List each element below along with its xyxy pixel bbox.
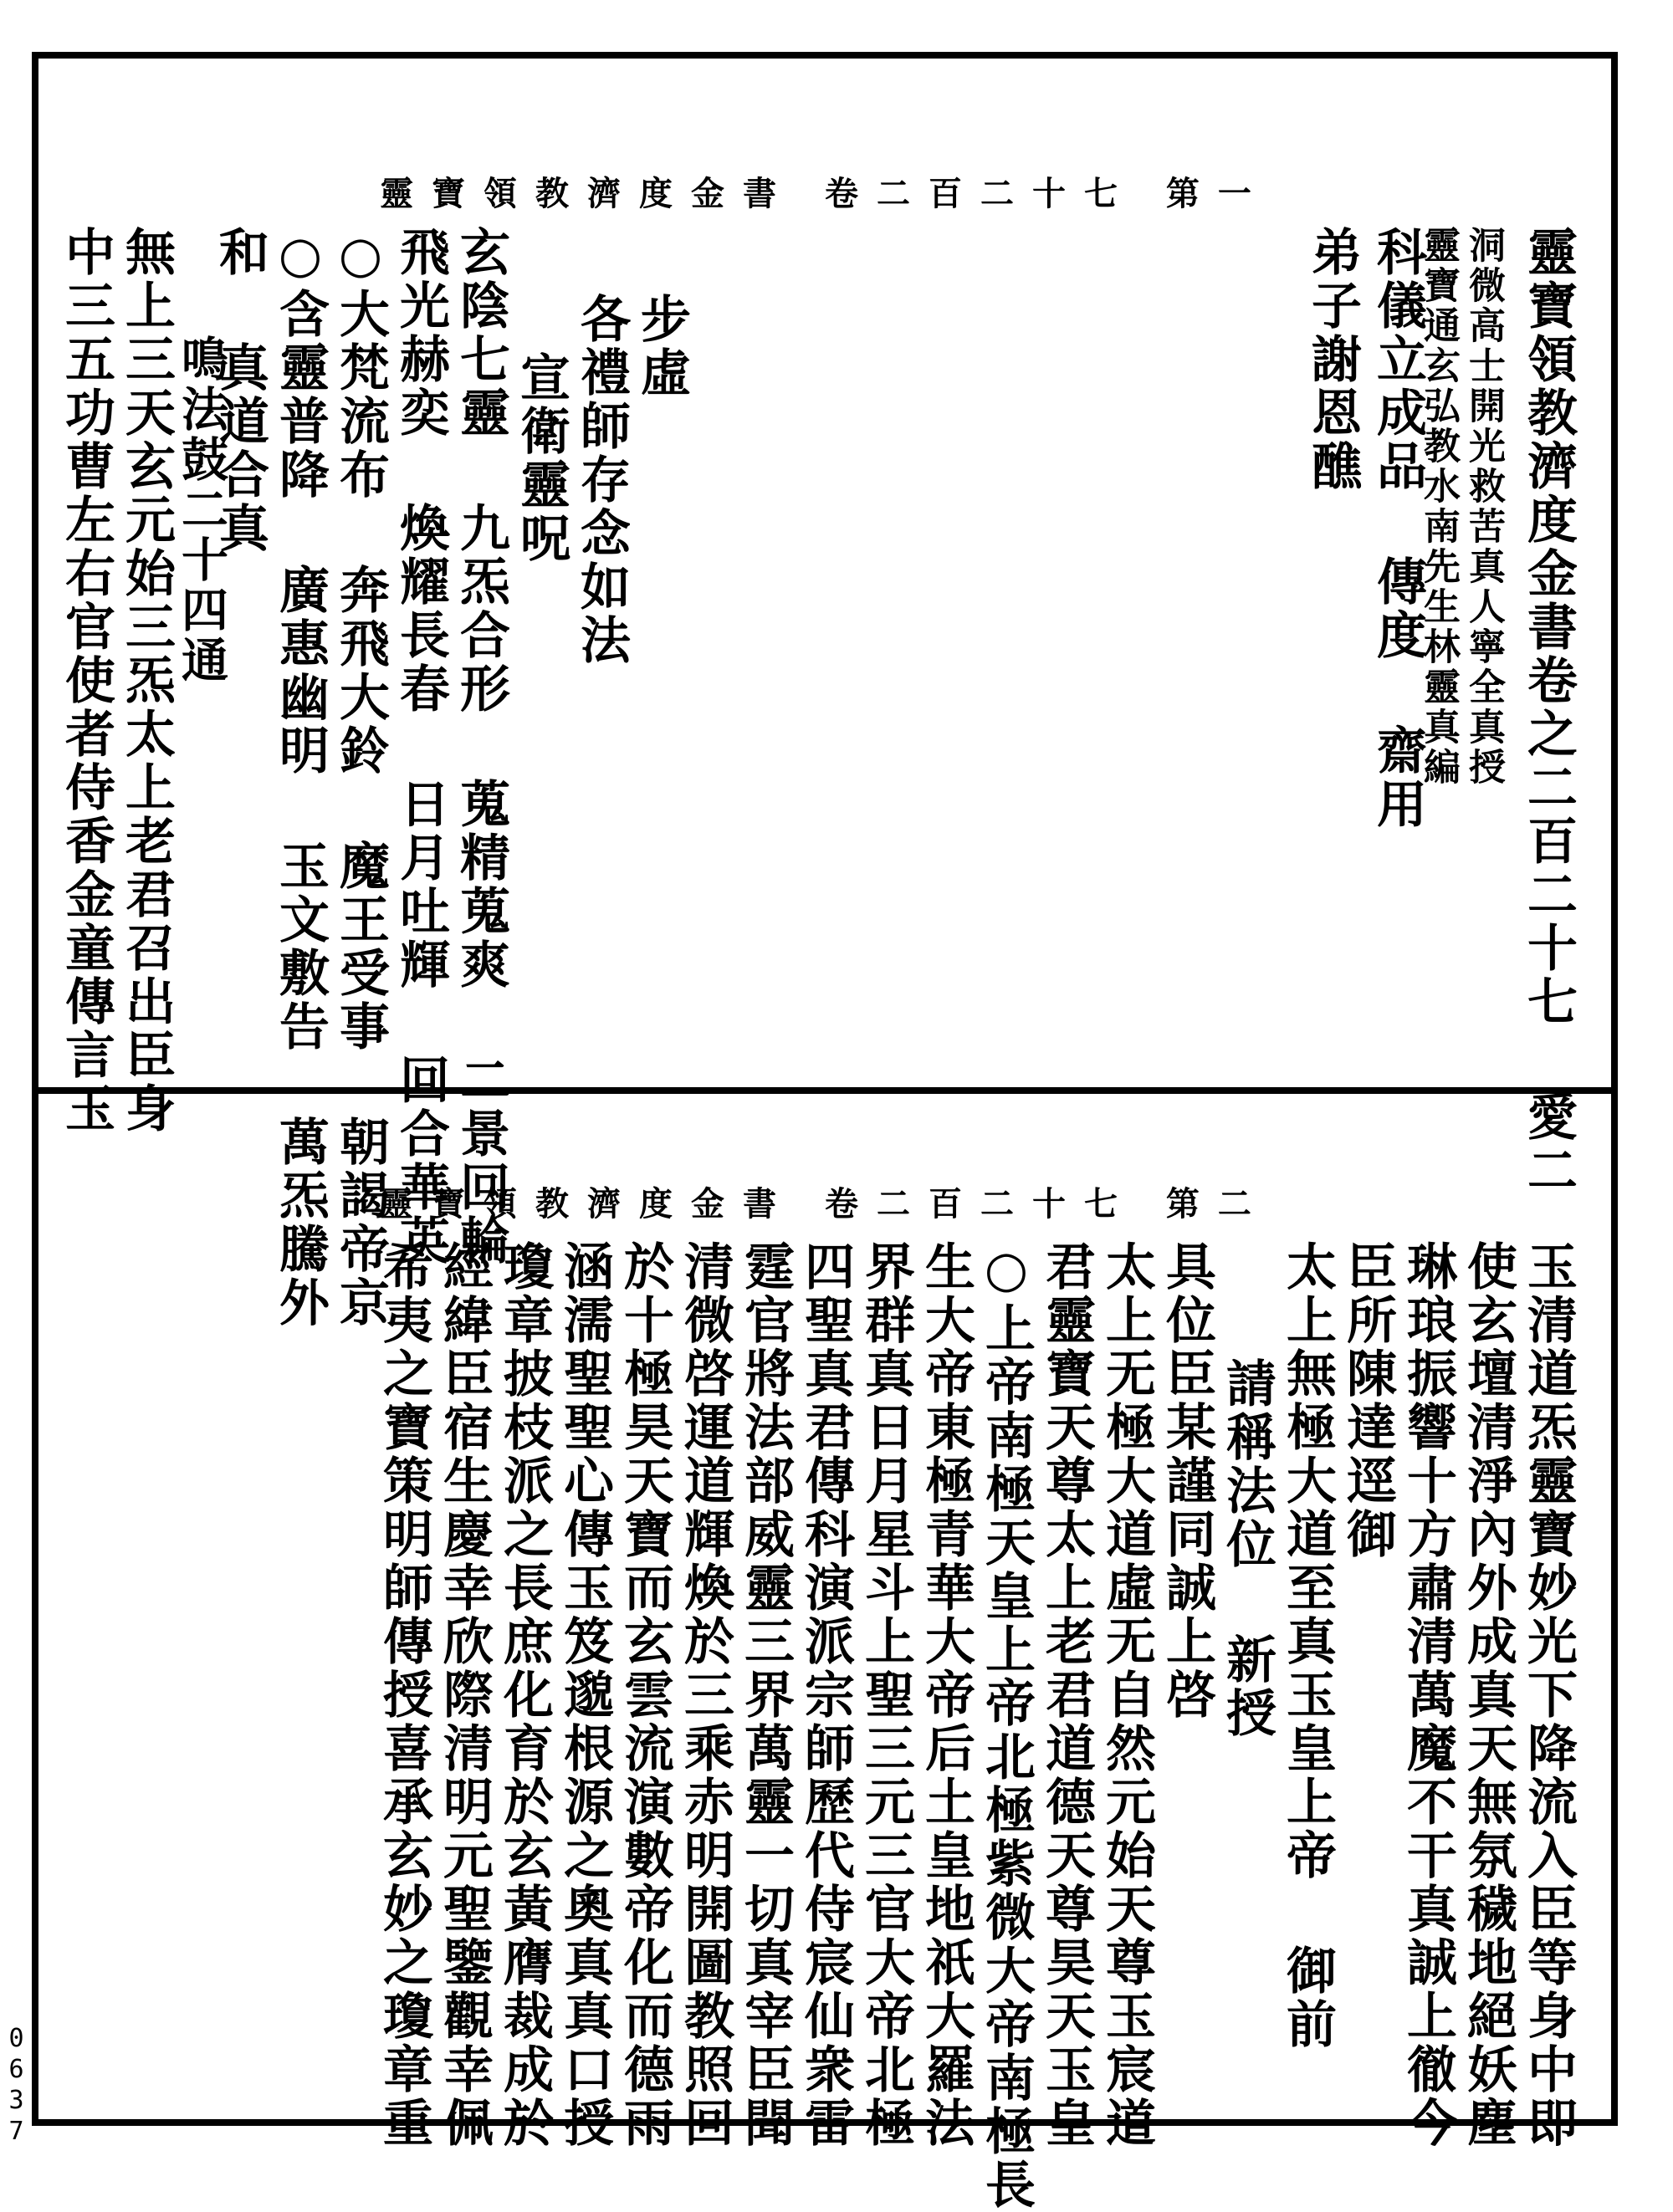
text-column: 飛光赫奕 煥耀長春 日月吐輝 回合華英 bbox=[391, 226, 450, 1268]
text-column: 宣衛靈呪 bbox=[512, 351, 570, 565]
lower-page-header: 靈寶領教濟度金書 卷二百二十七 第二 bbox=[380, 1184, 1270, 1223]
text-column: 君靈寶天尊太上老君道德天尊昊天玉皇 bbox=[1037, 1240, 1096, 2150]
page-number: 0637 bbox=[2, 2024, 31, 2148]
text-column: 科儀立成品 傳度 齋用 bbox=[1369, 226, 1427, 831]
text-column: 希夷之寶策明師傳授喜承玄妙之瓊章重 bbox=[375, 1240, 433, 2150]
text-column: ○大梵流布 奔飛大鈴 魔王受事 朝謁帝京 bbox=[331, 226, 390, 1330]
text-column: 生大帝東極青華大帝后土皇地祇大羅法 bbox=[917, 1240, 975, 2150]
text-column: 玉清道炁靈寶妙光下降流入臣等身中即 bbox=[1519, 1240, 1578, 2150]
text-column: 中三五功曹左右官使者侍香金童傳言玉 bbox=[57, 226, 115, 1136]
text-column: 琳琅振響十方肅清萬魔不干真誠上徹今 bbox=[1399, 1240, 1457, 2150]
text-column: 具位臣某謹同誠上啓 bbox=[1158, 1240, 1216, 1722]
text-column: 各禮師存念如法 bbox=[572, 293, 631, 667]
text-column: 靈寶通玄弘教水南先生林靈真編 bbox=[1417, 226, 1460, 788]
text-column: 使玄壇清淨內外成真天無氛穢地絕妖塵 bbox=[1459, 1240, 1517, 2150]
text-column: 和 真道合真 bbox=[211, 226, 269, 555]
lower-page bbox=[38, 1094, 1611, 2212]
text-column: 霆官將法部威靈三界萬靈一切真宰臣聞 bbox=[736, 1240, 795, 2150]
upper-page-header: 靈寶領教濟度金書 卷二百二十七 第一 bbox=[380, 174, 1270, 213]
text-column: 無上三天玄元始三炁太上老君召出臣身 bbox=[117, 226, 176, 1136]
text-column: 瓊章披枝派之長庶化育於玄黃膺裁成於 bbox=[495, 1240, 554, 2150]
text-column: 臣所陳達逕御 bbox=[1338, 1240, 1397, 1561]
text-column: 洞微高士開光救苦真人寧全真授 bbox=[1462, 226, 1505, 788]
text-column: 玄陰七靈 九炁合形 蒐精蒐爽 二景回輪 bbox=[452, 226, 510, 1268]
text-column: 太上无極大道虛无自然元始天尊玉宸道 bbox=[1097, 1240, 1156, 2150]
text-column: 太上無極大道至真玉皇上帝 御前 bbox=[1278, 1240, 1337, 2051]
text-column: 請稱法位 新授 bbox=[1218, 1357, 1276, 1740]
text-column: 弟子謝恩醮 bbox=[1303, 226, 1362, 493]
text-column: 四聖真君傳科演派宗師歷代侍宸仙衆雷 bbox=[796, 1240, 855, 2150]
text-column: ○上帝南極天皇上帝北極紫微大帝南極長 bbox=[977, 1240, 1036, 2212]
text-column: 鳴法鼓二十四通 bbox=[174, 335, 229, 686]
text-column: 經緯臣宿生慶幸欣際清明元聖鑒觀幸佩 bbox=[435, 1240, 494, 2150]
text-column: 靈寶領教濟度金書卷之二百二十七 愛二 bbox=[1519, 226, 1578, 1198]
text-column: 界群真日月星斗上聖三元三官大帝北極 bbox=[857, 1240, 915, 2150]
page-divider bbox=[32, 1087, 1618, 1094]
text-column: ○含靈普降 廣惠幽明 玉文敷告 萬炁騰外 bbox=[271, 226, 330, 1330]
text-column: 涵濡聖聖心傳玉笈邈根源之奧真真口授 bbox=[555, 1240, 614, 2150]
lower-page-columns bbox=[38, 1240, 1611, 2212]
text-column: 於十極昊天寶而玄雲流演數帝化而德雨 bbox=[616, 1240, 674, 2150]
text-column: 清微啓運道輝煥於三乘赤明開圖教照回 bbox=[676, 1240, 734, 2150]
text-column: 步虛 bbox=[632, 293, 691, 400]
